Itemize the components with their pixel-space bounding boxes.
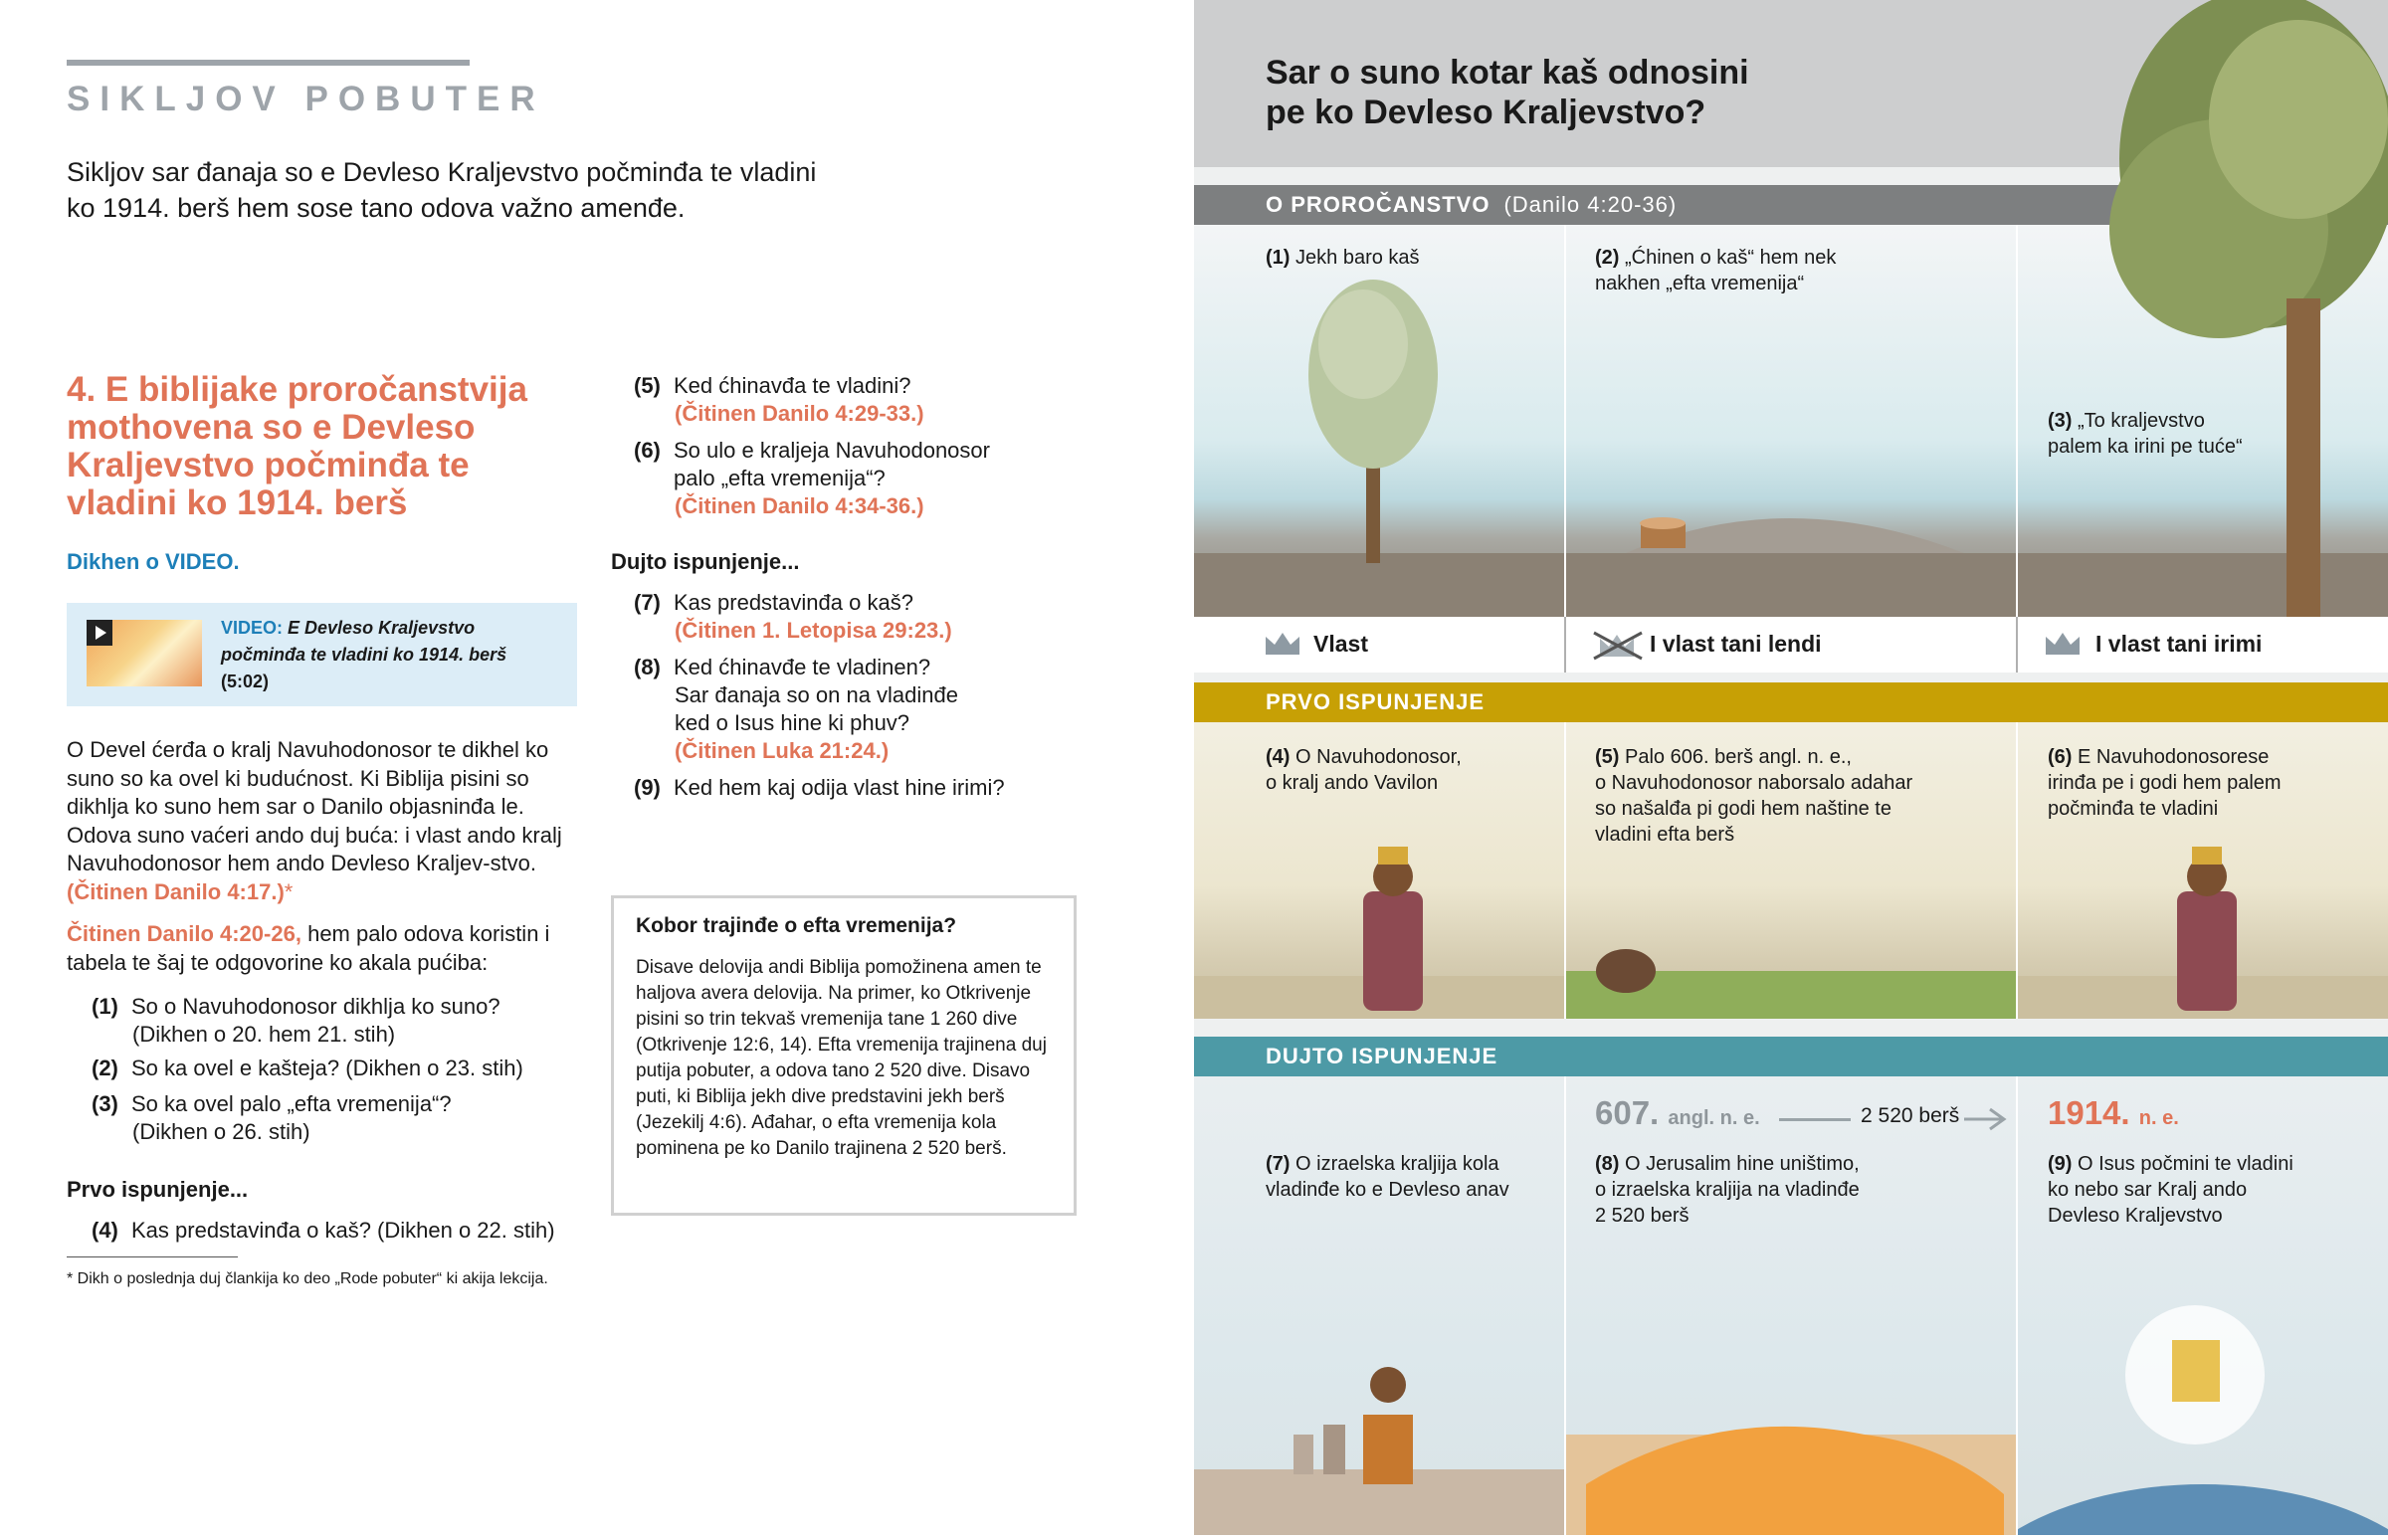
question-number: (2) xyxy=(92,1056,118,1080)
paragraph-dream xyxy=(67,736,579,906)
label-1 xyxy=(1266,245,1420,271)
label-8 xyxy=(1595,1151,1860,1229)
label-text: O Jerusalim hine uništimo, xyxy=(1625,1153,1860,1175)
scripture-ref-link[interactable]: (Čitinen Danilo 4:17.) xyxy=(67,878,285,904)
timeline-span: 2 520 berš xyxy=(1861,1104,1960,1127)
question-6 xyxy=(634,437,1062,520)
video-label: VIDEO: xyxy=(221,618,284,638)
authority-row xyxy=(1194,617,2388,673)
play-icon[interactable] xyxy=(87,620,112,646)
band-second-label: DUJTO ISPUNJENJE xyxy=(1266,1044,1498,1068)
heaven-kingdom-illustration xyxy=(2018,1076,2388,1535)
chart-title-line2: pe ko Devleso Kraljevstvo? xyxy=(1266,94,1706,131)
question-text: So ulo e kraljeja Navuhodonosor palo „efta vremenija“? xyxy=(674,438,990,490)
column-divider xyxy=(1564,1076,1566,1535)
label-number: (6) xyxy=(2048,746,2073,768)
jerusalem-fire-illustration xyxy=(1566,1076,2016,1535)
info-box-text: Disave delovija andi Biblija pomožinena amen te haljova avera delovija. Na primer, ko Otkrivenje pisini so trin tekvaš vremenija tane 1 260 dive (Otkrivenje 12:6, 14). Efta vremenija trajinena duj putija pobuter, a odova tano 2 520 dive. Disavo puti, ki Biblija jekh dive predstavini jekh berš (Jezekilj 4:6). Ađahar, o efta vremenija kola pominena pe ko Danilo trajinena 2 520 berš. xyxy=(636,957,1047,1159)
question-4 xyxy=(92,1217,609,1245)
question-number: (9) xyxy=(634,775,661,800)
column-divider xyxy=(1564,722,1566,1019)
band-prophecy-ref[interactable]: (Danilo 4:20-36) xyxy=(1503,192,1678,217)
label-text: Jekh baro kaš xyxy=(1295,247,1420,269)
label-2 xyxy=(1595,245,1836,296)
chart-title xyxy=(1266,53,1749,132)
band-prophecy-label: O PROROČANSTVO xyxy=(1266,192,1491,217)
label-number: (4) xyxy=(1266,746,1291,768)
band-first-label: PRVO ISPUNJENJE xyxy=(1266,689,1486,714)
label-text: O Isus počmini te vladini xyxy=(2078,1153,2293,1175)
question-number: (8) xyxy=(634,655,661,679)
question-text: Kas predstavinđa o kaš? (Dikhen o 22. stih) xyxy=(131,1218,555,1243)
panel-big-tree xyxy=(1194,225,1564,617)
subhead-prvo: Prvo ispunjenje... xyxy=(67,1177,249,1202)
column-divider xyxy=(2016,225,2018,617)
label-text: so našalđa pi godi hem naštine te xyxy=(1595,798,1891,820)
question-5 xyxy=(634,372,1072,428)
label-text: palem ka irini pe tuće“ xyxy=(2048,436,2243,458)
year-607-value: 607. xyxy=(1595,1094,1660,1131)
label-9 xyxy=(2048,1151,2293,1229)
question-2 xyxy=(92,1055,589,1082)
divider xyxy=(1564,617,1566,673)
question-number: (7) xyxy=(634,590,661,615)
authority-label: I vlast tani lendi xyxy=(1650,631,1822,657)
column-divider xyxy=(2016,722,2018,1019)
question-text-cont: ked o Isus hine ki phuv? xyxy=(675,710,910,735)
year-1914-value: 1914. xyxy=(2048,1094,2130,1131)
column-divider xyxy=(2016,1076,2018,1535)
label-text: „To kraljevstvo xyxy=(2078,410,2205,432)
question-text: So o Navuhodonosor dikhlja ko suno? xyxy=(131,994,500,1019)
intro-text: Sikljov sar đanaja so e Devleso Kraljevstvo počminđa te vladini ko 1914. berš hem sose tano odova važno amenđe. xyxy=(67,157,817,223)
video-thumbnail[interactable] xyxy=(87,620,202,686)
panel-israel-kings xyxy=(1194,1076,1564,1535)
question-number: (1) xyxy=(92,994,118,1019)
tree-illustration xyxy=(1194,225,1564,617)
question-number: (5) xyxy=(634,373,661,398)
label-text: irinđa pe i godi hem palem xyxy=(2048,772,2282,794)
label-number: (1) xyxy=(1266,247,1291,269)
israel-kings-illustration xyxy=(1194,1076,1564,1535)
label-number: (3) xyxy=(2048,410,2073,432)
question-text: Kas predstavinđa o kaš? xyxy=(674,590,913,615)
question-8 xyxy=(634,654,1072,765)
question-3 xyxy=(92,1090,589,1146)
label-text: E Navuhodonosorese xyxy=(2078,746,2270,768)
label-7 xyxy=(1266,1151,1509,1203)
column-divider xyxy=(1564,225,1566,617)
question-number: (4) xyxy=(92,1218,118,1243)
question-text: Ked ćhinavđe te vladinen? xyxy=(674,655,931,679)
footnote-marker[interactable]: * xyxy=(284,878,294,904)
label-text: vladini efta berš xyxy=(1595,824,1735,846)
video-card[interactable] xyxy=(67,603,577,706)
label-text: nakhen „efta vremenija“ xyxy=(1595,273,1805,294)
footnote-divider xyxy=(67,1256,238,1257)
question-text: So ka ovel e kašteja? (Dikhen o 23. stih) xyxy=(131,1056,523,1080)
label-5 xyxy=(1595,744,1912,848)
question-number: (6) xyxy=(634,438,661,463)
paragraph-instructions xyxy=(67,920,579,977)
question-1 xyxy=(92,993,589,1049)
question-text-cont: Sar đanaja so on na vladinđe xyxy=(675,682,958,707)
chart-title-line1: Sar o suno kotar kaš odnosini xyxy=(1266,54,1749,92)
crown-icon xyxy=(1264,631,1301,657)
label-text: o kralj ando Vavilon xyxy=(1266,772,1439,794)
video-title[interactable]: E Devleso Kraljevstvo počminđa te vladini ko 1914. berš xyxy=(221,618,507,665)
label-3 xyxy=(2048,408,2243,460)
video-duration: (5:02) xyxy=(221,672,270,691)
label-4 xyxy=(1266,744,1462,796)
video-caption xyxy=(221,615,559,695)
info-box-title: Kobor trajinđe o efta vremenija? xyxy=(636,914,957,937)
label-text: O izraelska kraljija kola xyxy=(1295,1153,1499,1175)
question-number: (3) xyxy=(92,1091,118,1116)
timeline-line xyxy=(1779,1118,1851,1121)
scripture-ref-link[interactable]: Čitinen Danilo 4:20-26, xyxy=(67,921,301,946)
paragraph-instructions-text: hem palo odova koristin i tabela te šaj te odgovorine ko akala pućiba: xyxy=(67,921,550,975)
crown-icon xyxy=(2044,631,2082,657)
arrow-right-icon xyxy=(1964,1106,2008,1132)
label-number: (2) xyxy=(1595,247,1620,269)
question-9 xyxy=(634,774,1072,802)
authority-label: Vlast xyxy=(1313,631,1368,657)
question-text: So ka ovel palo „efta vremenija“? xyxy=(131,1091,452,1116)
video-link[interactable]: Dikhen o VIDEO. xyxy=(67,549,240,574)
label-text: Palo 606. berš angl. n. e., xyxy=(1625,746,1852,768)
divider xyxy=(2016,617,2018,673)
large-tree-icon xyxy=(2070,0,2388,617)
prophecy-chart xyxy=(1194,0,2388,1535)
authority-label: I vlast tani irimi xyxy=(2095,631,2263,657)
scripture-ref-link[interactable]: (Čitinen Danilo 4:29-33.) xyxy=(675,401,924,426)
lesson-heading: 4. E biblijake proročanstvija mothovena so e Devleso Kraljevstvo počminđa te vladini ko 1914. berš xyxy=(67,370,527,522)
label-text: „Ćhinen o kaš“ hem nek xyxy=(1625,247,1837,269)
info-box xyxy=(611,895,1077,1216)
year-1914-era: n. e. xyxy=(2138,1107,2179,1129)
scripture-ref-link[interactable]: (Čitinen 1. Letopisa 29:23.) xyxy=(675,618,952,643)
footnote: * Dikh o poslednja duj člankija ko deo „Rode pobuter“ ki akija lekcija. xyxy=(67,1270,548,1287)
label-number: (9) xyxy=(2048,1153,2073,1175)
panel-jerusalem xyxy=(1566,1076,2016,1535)
panel-kingdom xyxy=(2018,1076,2388,1535)
scripture-ref-link[interactable]: (Čitinen Danilo 4:34-36.) xyxy=(675,493,924,518)
label-text: 2 520 berš xyxy=(1595,1205,1690,1227)
subhead-dujto: Dujto ispunjenje... xyxy=(611,549,800,574)
label-text: O Navuhodonosor, xyxy=(1295,746,1462,768)
label-text: Devleso Kraljevstvo xyxy=(2048,1205,2223,1227)
label-text: počminđa te vladini xyxy=(2048,798,2219,820)
year-607-era: angl. n. e. xyxy=(1668,1107,1760,1129)
scripture-ref-link[interactable]: (Čitinen Luka 21:24.) xyxy=(675,738,890,763)
question-text: Ked hem kaj odija vlast hine irimi? xyxy=(674,775,1005,800)
section-title: SIKLJOV POBUTER xyxy=(67,80,545,118)
year-1914 xyxy=(2048,1094,2179,1132)
top-rule xyxy=(67,60,470,66)
label-number: (7) xyxy=(1266,1153,1291,1175)
label-number: (8) xyxy=(1595,1153,1620,1175)
question-text-cont: (Dikhen o 20. hem 21. stih) xyxy=(132,1022,396,1047)
crossed-crown-icon xyxy=(1592,629,1644,661)
label-number: (5) xyxy=(1595,746,1620,768)
label-text: o izraelska kraljija na vladinđe xyxy=(1595,1179,1860,1201)
band-second-fulfillment xyxy=(1194,1037,2388,1076)
label-text: ko nebo sar Kralj ando xyxy=(2048,1179,2248,1201)
question-text: Ked ćhinavđa te vladini? xyxy=(674,373,911,398)
label-text: o Navuhodonosor naborsalo adahar xyxy=(1595,772,1913,794)
paragraph-dream-text: O Devel ćerđa o kralj Navuhodonosor te dikhel ko suno so ka ovel ki budućnost. Ki Biblija pisini so dikhlja ko suno hem sar o Danilo objasninđa le. Odova suno vaćeri ando duj buća: i vlast ando kralj Navuhodonosor hem ando Devleso Kraljev-stvo. xyxy=(67,737,562,875)
label-6 xyxy=(2048,744,2282,822)
label-text: vladinđe ko e Devleso anav xyxy=(1266,1179,1509,1201)
question-7 xyxy=(634,589,1072,645)
question-text-cont: (Dikhen o 26. stih) xyxy=(132,1119,310,1144)
year-607 xyxy=(1595,1094,1760,1132)
band-first-fulfillment xyxy=(1194,682,2388,722)
